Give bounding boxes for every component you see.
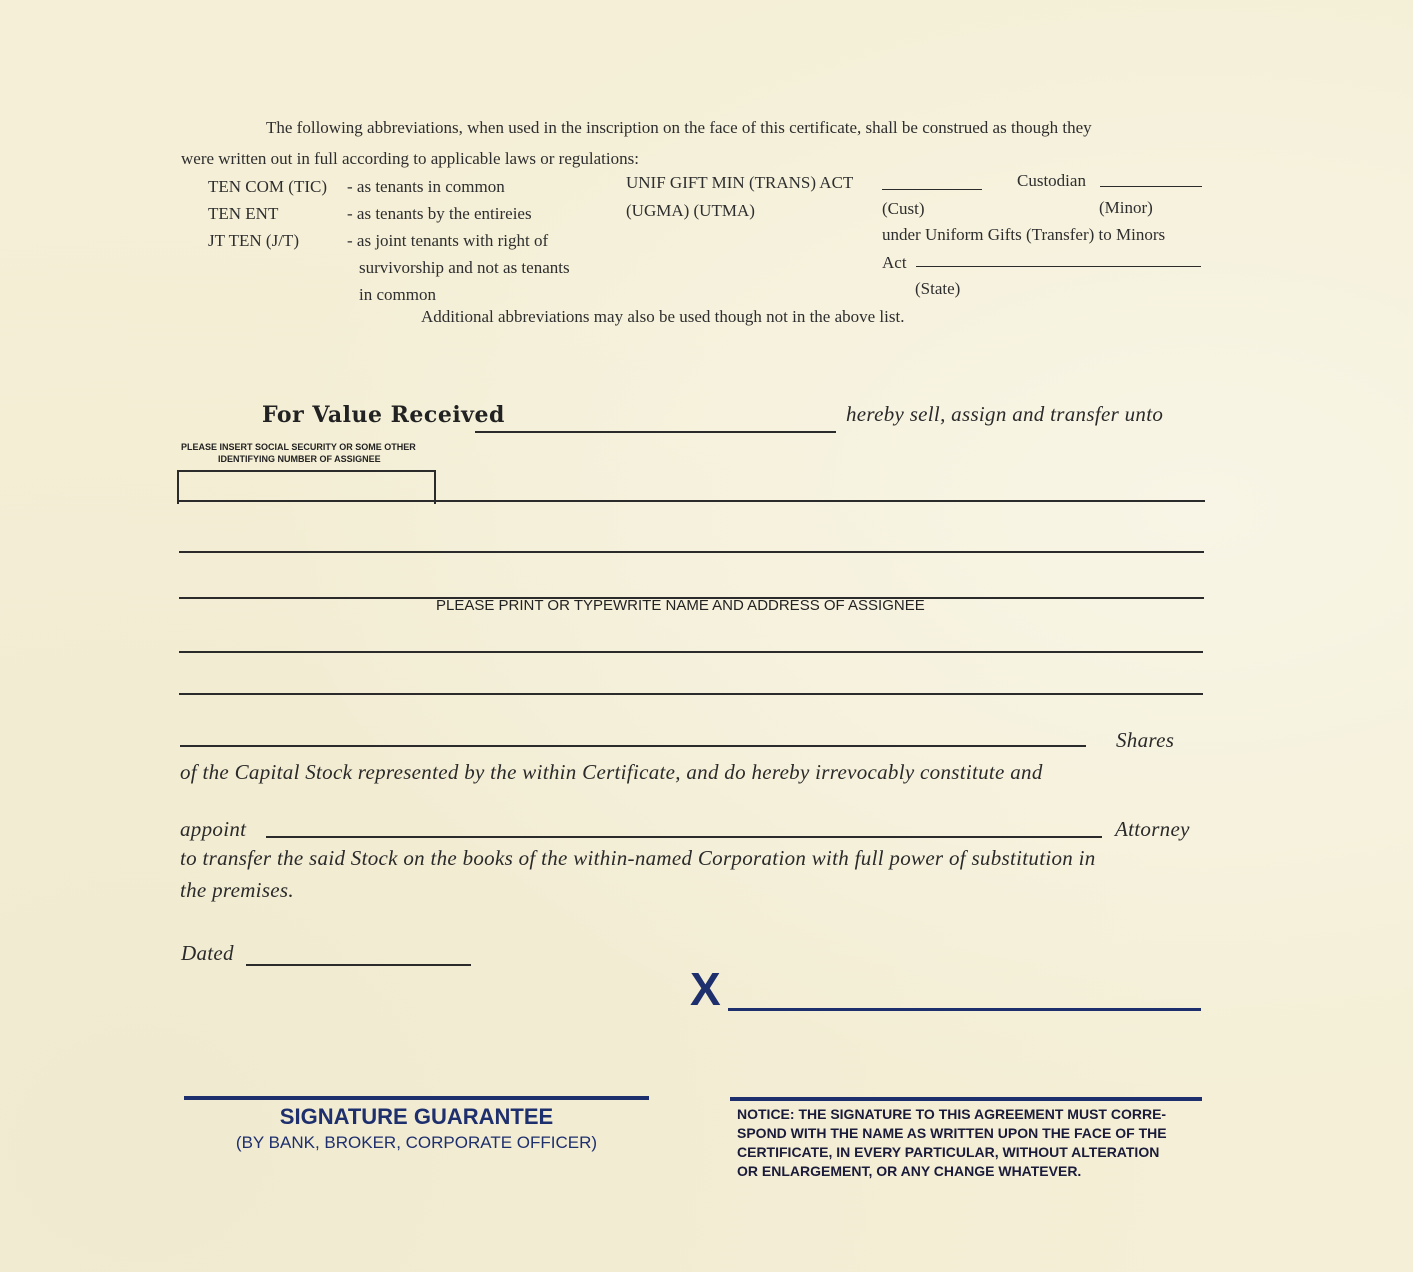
notice-line-4: OR ENLARGEMENT, OR ANY CHANGE WHATEVER. — [737, 1163, 1082, 1179]
notice-block — [737, 1105, 1167, 1181]
hereby-transfer-text: hereby sell, assign and transfer unto — [846, 402, 1164, 426]
assignee-line-4[interactable] — [179, 651, 1203, 653]
date-blank-line[interactable] — [246, 964, 471, 966]
ssn-note-line1: PLEASE INSERT SOCIAL SECURITY OR SOME OTHER — [181, 442, 416, 452]
minor-caption: (Minor) — [1099, 198, 1153, 217]
shares-blank-line[interactable] — [180, 745, 1086, 747]
signature-x-mark: X — [690, 963, 721, 1015]
assignee-line-5[interactable] — [179, 693, 1203, 695]
uniform-gifts-label: under Uniform Gifts (Transfer) to Minors — [882, 225, 1166, 244]
signature-guarantee-title: SIGNATURE GUARANTEE — [279, 1104, 554, 1129]
ugma-utma-label: (UGMA) (UTMA) — [626, 201, 755, 220]
minor-blank-line — [1100, 186, 1202, 187]
notice-line-2: SPOND WITH THE NAME AS WRITTEN UPON THE FACE OF THE — [737, 1125, 1167, 1141]
signature-line[interactable] — [728, 1008, 1201, 1011]
abbreviations-intro-line2: were written out in full according to applicable laws or regulations: — [181, 149, 639, 168]
abbr-desc-ten-ent: - as tenants by the entireies — [347, 204, 532, 223]
abbr-code-jt-ten: JT TEN (J/T) — [208, 231, 299, 250]
ssn-input-box[interactable] — [177, 470, 436, 504]
attorney-blank-line[interactable] — [266, 836, 1102, 838]
assignor-blank-line[interactable] — [475, 431, 836, 433]
dated-label: Dated — [181, 941, 234, 965]
abbr-desc-ten-com: - as tenants in common — [347, 177, 505, 196]
notice-line-1: NOTICE: THE SIGNATURE TO THIS AGREEMENT MUST CORRE- — [737, 1106, 1167, 1122]
cust-caption: (Cust) — [882, 199, 925, 218]
abbreviations-intro-line1: The following abbreviations, when used in the inscription on the face of this certificate, shall be construed as though they — [266, 118, 1092, 137]
shares-label: Shares — [1116, 728, 1175, 752]
assignee-line-2[interactable] — [179, 551, 1204, 553]
print-name-caption: PLEASE PRINT OR TYPEWRITE NAME AND ADDRESS OF ASSIGNEE — [436, 597, 925, 614]
signature-guarantee-rule — [184, 1096, 649, 1100]
additional-abbreviations-note: Additional abbreviations may also be used though not in the above list. — [421, 307, 905, 326]
abbr-code-ten-ent: TEN ENT — [208, 204, 279, 223]
act-label: Act — [882, 253, 907, 272]
assignee-line-1[interactable] — [177, 500, 1205, 502]
state-blank-line — [916, 266, 1201, 267]
attorney-label: Attorney — [1115, 817, 1190, 841]
transfer-stock-line2: the premises. — [180, 878, 294, 902]
ssn-note-line2: IDENTIFYING NUMBER OF ASSIGNEE — [218, 454, 381, 464]
abbr-code-ten-com: TEN COM (TIC) — [208, 177, 327, 196]
abbr-desc-jt-ten-line2: survivorship and not as tenants — [359, 258, 570, 277]
notice-line-3: CERTIFICATE, IN EVERY PARTICULAR, WITHOUT ALTERATION — [737, 1144, 1160, 1160]
abbr-desc-jt-ten-line3: in common — [359, 285, 436, 304]
unif-gift-label: UNIF GIFT MIN (TRANS) ACT — [626, 173, 854, 192]
cust-blank-line — [882, 189, 982, 190]
custodian-label: Custodian — [1017, 171, 1086, 190]
capital-stock-text: of the Capital Stock represented by the within Certificate, and do hereby irrevocably constitute and — [180, 760, 1043, 784]
state-caption: (State) — [915, 279, 961, 298]
signature-guarantee-sub: (BY BANK, BROKER, CORPORATE OFFICER) — [235, 1133, 598, 1152]
abbr-desc-jt-ten: - as joint tenants with right of — [347, 231, 549, 250]
notice-rule — [730, 1097, 1202, 1101]
for-value-received-heading: For Value Received — [262, 402, 505, 428]
transfer-stock-line1: to transfer the said Stock on the books of the within-named Corporation with full power of substitution in — [180, 846, 1096, 870]
appoint-label: appoint — [180, 817, 247, 841]
